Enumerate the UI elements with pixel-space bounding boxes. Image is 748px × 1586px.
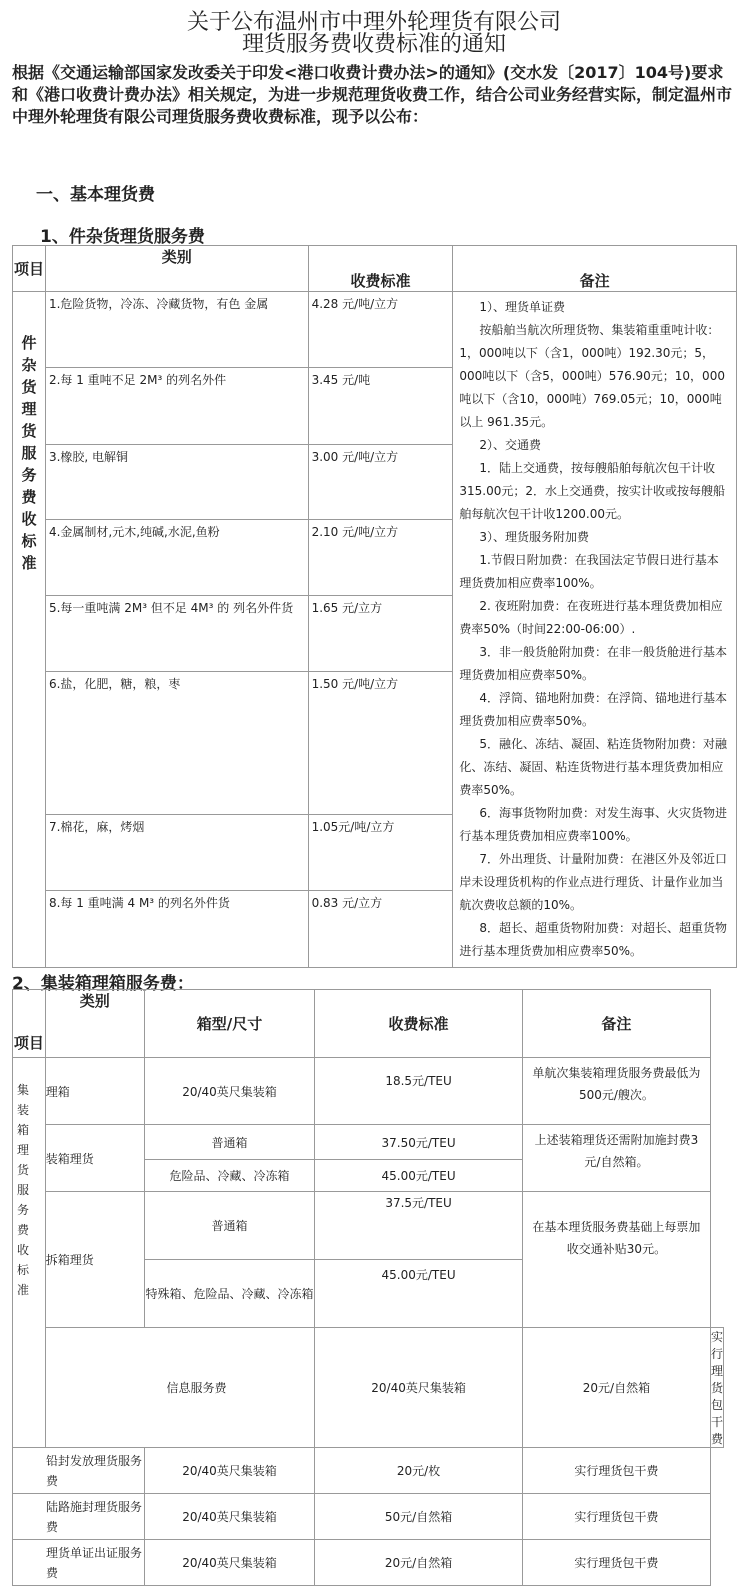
table-row-type: 拆箱理货 xyxy=(45,1192,144,1328)
table-row-fee: 50元/自然箱 xyxy=(315,1494,523,1540)
note-item: 按船舶当航次所理货物、集装箱重重吨计收：1，000吨以下（含1，000吨）192.30元；5，000吨以下（含5，000吨）576.90元；10，000吨以下（含10，000吨）769.05元；10，000吨以上 961.35元。 xyxy=(459,323,725,429)
table-row-size: 危险品、冷藏、冷冻箱 xyxy=(144,1160,314,1192)
table-row-type: 5.每一重吨满 2M³ 但不足 4M³ 的 列名外件货 xyxy=(45,595,308,671)
header-fee: 收费标准 xyxy=(308,246,453,292)
note-item: 4．浮筒、锚地附加费：在浮筒、锚地进行基本理货费加相应费率50%。 xyxy=(459,691,727,728)
table-row-type: 3.橡胶, 电解铜 xyxy=(45,444,308,519)
table-row-fee: 45.00元/TEU xyxy=(315,1260,523,1328)
table-row-fee: 1.50 元/吨/立方 xyxy=(308,672,453,815)
subheading-general-cargo: 1、件杂货理货服务费 xyxy=(40,227,205,247)
table-row-fee: 4.28 元/吨/立方 xyxy=(308,292,453,368)
table-row-fee: 3.00 元/吨/立方 xyxy=(308,444,453,519)
table-row-type: 信息服务费 xyxy=(45,1328,315,1448)
title-line-2: 理货服务费收费标准的通知 xyxy=(241,32,506,57)
note-item: 2. 夜班附加费：在夜班进行基本理货费加相应费率50%（时间22:00-06:00）. xyxy=(459,599,723,636)
table-row-type: 8.每 1 重吨满 4 M³ 的列名外件货 xyxy=(45,891,308,968)
title-line-1: 关于公布温州市中理外轮理货有限公司 xyxy=(186,10,561,35)
table-row-size: 20/40英尺集装箱 xyxy=(144,1448,314,1494)
general-cargo-fee-table xyxy=(12,245,737,968)
table-row-fee: 20元/自然箱 xyxy=(522,1328,710,1448)
table-row-size: 普通箱 xyxy=(144,1125,314,1160)
header-type: 类别 xyxy=(45,246,308,292)
fee-notes xyxy=(453,292,737,968)
row-label-container: 集装箱理货服务费收标准 xyxy=(13,1058,46,1448)
header-note: 备注 xyxy=(522,990,710,1058)
table-row-fee: 37.5元/TEU xyxy=(315,1192,523,1260)
table-row-fee: 2.10 元/吨/立方 xyxy=(308,520,453,595)
table-row-fee: 37.50元/TEU xyxy=(315,1125,523,1160)
table-row-type: 1.危险货物，冷冻、冷藏货物，有色 金属 xyxy=(45,292,308,368)
table-row-fee: 1.65 元/立方 xyxy=(308,595,453,671)
note-item: 5．融化、冻结、凝固、粘连货物附加费：对融化、冻结、凝固、粘连货物进行基本理货费加相应费率50%。 xyxy=(459,737,727,797)
note-item: 2）、交通费 xyxy=(479,438,541,452)
table-row-fee: 18.5元/TEU xyxy=(315,1058,523,1125)
note-item: 1.节假日附加费：在我国法定节假日进行基本理货费加相应费率100%。 xyxy=(459,553,719,590)
header-item: 项目 xyxy=(13,246,46,292)
table-row-fee: 3.45 元/吨 xyxy=(308,368,453,444)
notice-title xyxy=(0,12,748,56)
table-row-size: 20/40英尺集装箱 xyxy=(144,1540,314,1586)
note-item: 1．陆上交通费，按每艘船舶每航次包干计收315.00元；2．水上交通费，按实计收或按每艘船舶每航次包干计收1200.00元。 xyxy=(459,461,725,521)
note-item: 8．超长、超重货物附加费：对超长、超重货物进行基本理货费加相应费率50%。 xyxy=(459,921,727,958)
table-row-type: 理货单证出证服务费 xyxy=(13,1540,145,1586)
table-row-fee: 20元/枚 xyxy=(315,1448,523,1494)
table-row-size: 特殊箱、危险品、冷藏、冷冻箱 xyxy=(144,1260,314,1328)
table-row-note: 在基本理货服务费基础上每票加收交通补贴30元。 xyxy=(522,1192,710,1328)
table-row-fee: 1.05元/吨/立方 xyxy=(308,815,453,891)
header-type: 类别 xyxy=(45,990,144,1058)
note-item: 7．外出理货、计量附加费：在港区外及邻近口岸未设理货机构的作业点进行理货、计量作业加当航次费收总额的10%。 xyxy=(459,852,727,912)
container-fee-table xyxy=(12,989,724,1586)
header-size: 箱型/尺寸 xyxy=(144,990,314,1058)
note-item: 3．非一般货舱附加费：在非一般货舱进行基本理货费加相应费率50%。 xyxy=(459,645,727,682)
header-note: 备注 xyxy=(453,246,737,292)
table-row-note: 实行理货包干费 xyxy=(710,1328,723,1448)
table-row-note: 上述装箱理货还需附加施封费3元/自然箱。 xyxy=(522,1125,710,1192)
subheading-container: 2、集装箱理箱服务费： xyxy=(12,974,194,994)
table-row-type: 铅封发放理货服务费 xyxy=(13,1448,145,1494)
note-item: 6．海事货物附加费：对发生海事、火灾货物进行基本理货费加相应费率100%。 xyxy=(459,806,727,843)
table-row-size: 20/40英尺集装箱 xyxy=(144,1494,314,1540)
table-row-type: 6.盐，化肥，糖，粮，枣 xyxy=(45,672,308,815)
table-row-note: 实行理货包干费 xyxy=(522,1540,710,1586)
table-row-fee: 0.83 元/立方 xyxy=(308,891,453,968)
table-row-size: 20/40英尺集装箱 xyxy=(144,1058,314,1125)
table-row-type: 7.棉花，麻，烤烟 xyxy=(45,815,308,891)
table-row-note xyxy=(522,1058,710,1125)
row-label-general-cargo: 件杂货理货服务费收标准 xyxy=(13,292,46,968)
table-row-fee: 20元/自然箱 xyxy=(315,1540,523,1586)
table-row-fee: 45.00元/TEU xyxy=(315,1160,523,1192)
table-row-size: 20/40英尺集装箱 xyxy=(315,1328,523,1448)
header-item: 项目 xyxy=(13,990,46,1058)
table-row-type: 陆路施封理货服务费 xyxy=(13,1494,145,1540)
intro-paragraph: 根据《交通运输部国家发改委关于印发<港口收费计费办法>的通知》(交水发〔2017〕104号)要求和《港口收费计费办法》相关规定，为进一步规范理货收费工作，结合公司业务经营实际，制定温州市中理外轮理货有限公司理货服务费收费标准，现予以公布： xyxy=(12,63,733,126)
table-row-size: 普通箱 xyxy=(144,1192,314,1260)
section-heading-basic-fee: 一、基本理货费 xyxy=(36,185,155,205)
table-row-type: 4.金属制材,元木,纯碱,水泥,鱼粉 xyxy=(45,520,308,595)
note-item: 1）、理货单证费 xyxy=(479,300,565,314)
table-row-type: 2.每 1 重吨不足 2M³ 的列名外件 xyxy=(45,368,308,444)
table-row-note: 实行理货包干费 xyxy=(522,1494,710,1540)
header-fee: 收费标准 xyxy=(315,990,523,1058)
note-text: 单航次集装箱理货服务费最低为500元/艘次。 xyxy=(532,1066,701,1102)
table-row-type: 理箱 xyxy=(45,1058,144,1125)
table-row-type: 装箱理货 xyxy=(45,1125,144,1192)
table-row-note: 实行理货包干费 xyxy=(522,1448,710,1494)
note-item: 3）、理货服务附加费 xyxy=(479,530,589,544)
